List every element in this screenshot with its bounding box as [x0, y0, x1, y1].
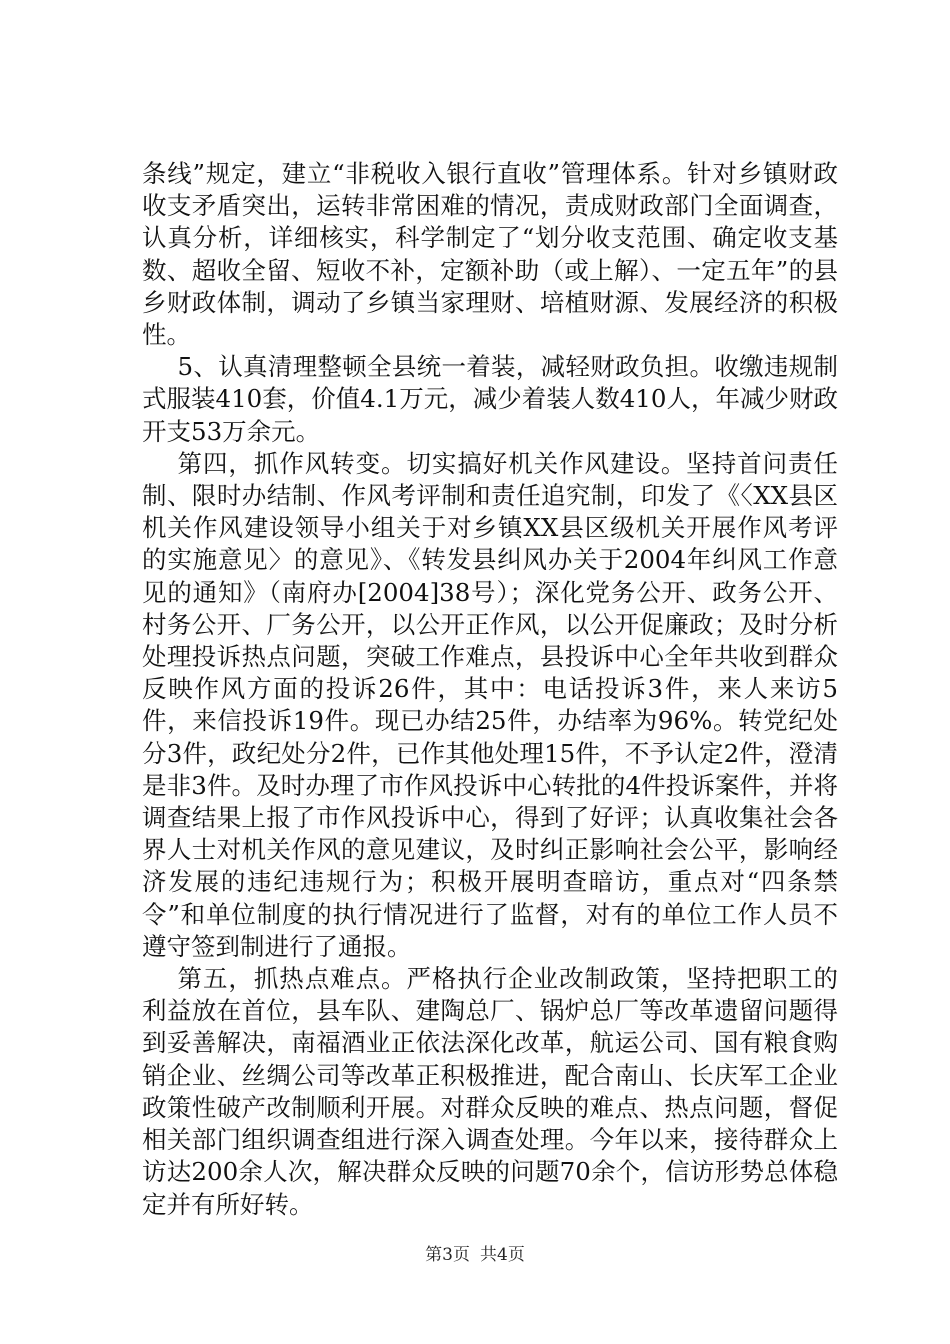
document-body	[142, 158, 838, 1221]
page-number: 第3页	[425, 1245, 470, 1265]
page-total: 共4页	[480, 1245, 525, 1265]
paragraph-1: 条线”规定，建立“非税收入银行直收”管理体系。针对乡镇财政收支矛盾突出，运转非常困难的情况，责成财政部门全面调查，认真分析，详细核实，科学制定了“划分收支范围、确定收支基数、超收全留、短收不补，定额补助（或上解）、一定五年”的县乡财政体制，调动了乡镇当家理财、培植财源、发展经济的积极性。	[142, 159, 838, 350]
paragraph-3: 第四，抓作风转变。切实搞好机关作风建设。坚持首问责任制、限时办结制、作风考评制和责任追究制，印发了《〈XX县区机关作风建设领导小组关于对乡镇XX县区级机关开展作风考评的实施意见〉的意见》、《转发县纠风办关于2004年纠风工作意见的通知》（南府办[2004]38号）；深化党务公开、政务公开、村务公开、厂务公开，以公开正作风，以公开促廉政；及时分析处理投诉热点问题，突破工作难点，县投诉中心全年共收到群众反映作风方面的投诉26件，其中：电话投诉3件，来人来访5件，来信投诉19件。现已办结25件，办结率为96%。转党纪处分3件，政纪处分2件，已作其他处理15件，不予认定2件，澄清是非3件。及时办理了市作风投诉中心转批的4件投诉案件，并将调查结果上报了市作风投诉中心，得到了好评；认真收集社会各界人士对机关作风的意见建议，及时纠正影响社会公平，影响经济发展的违纪违规行为；积极开展明查暗访，重点对“四条禁令”和单位制度的执行情况进行了监督，对有的单位工作人员不遵守签到制进行了通报。	[142, 448, 838, 961]
paragraph-2: 5、认真清理整顿全县统一着装，减轻财政负担。收缴违规制式服装410套，价值4.1万元，减少着装人数410人，年减少财政开支53万余元。	[142, 352, 838, 446]
page-footer	[0, 1240, 950, 1265]
paragraph-4: 第五，抓热点难点。严格执行企业改制政策，坚持把职工的利益放在首位，县车队、建陶总厂、锅炉总厂等改革遗留问题得到妥善解决，南福酒业正依法深化改革，航运公司、国有粮食购销企业、丝绸公司等改革正积极推进，配合南山、长庆军工企业政策性破产改制顺利开展。对群众反映的难点、热点问题，督促相关部门组织调查组进行深入调查处理。今年以来，接待群众上访达200余人次，解决群众反映的问题70余个，信访形势总体稳定并有所好转。	[142, 964, 838, 1219]
